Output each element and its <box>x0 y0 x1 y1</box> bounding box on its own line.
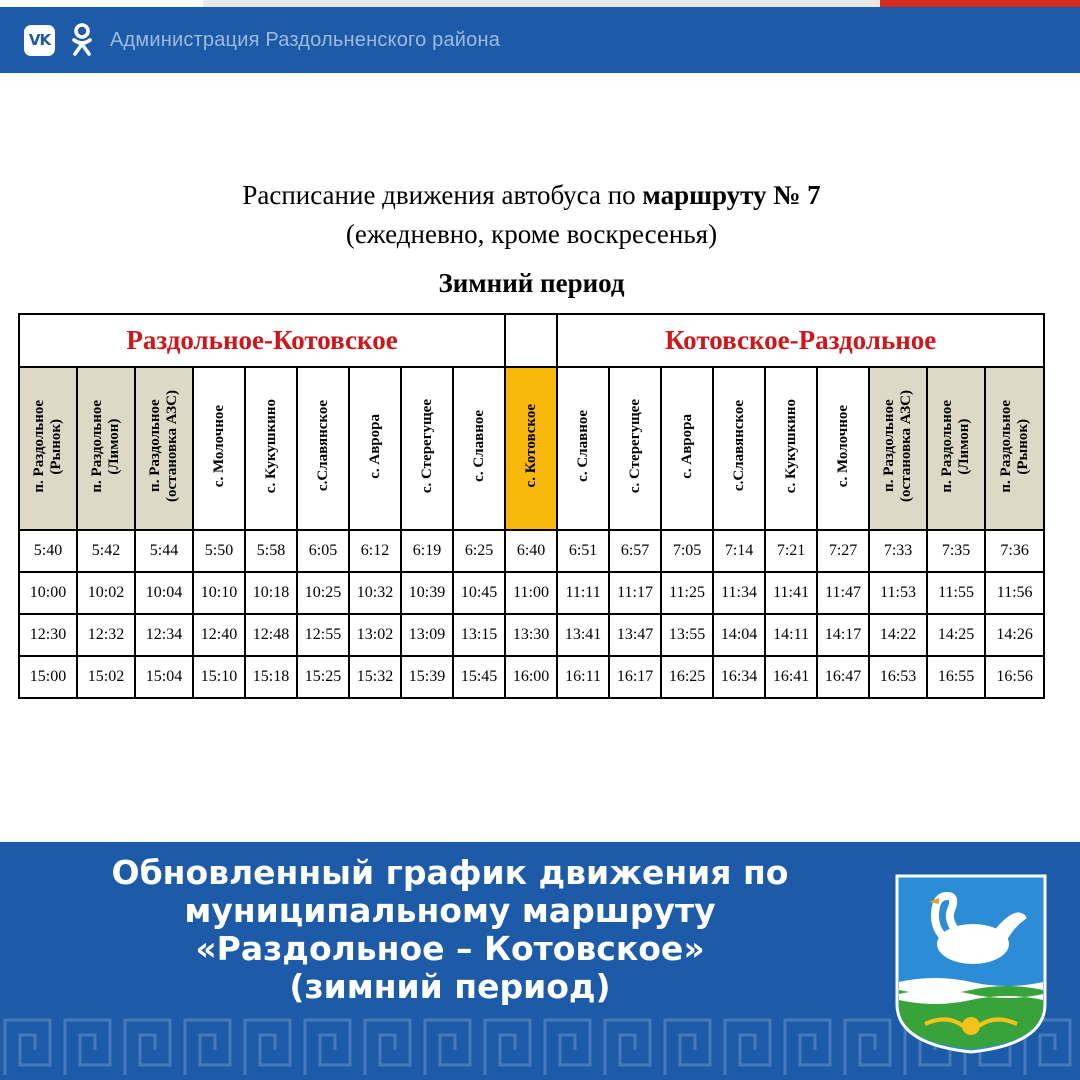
departure-time: 10:10 <box>193 572 245 614</box>
departure-time: 13:55 <box>661 614 713 656</box>
stop-name: с. Молочное <box>210 404 227 488</box>
departure-time: 6:12 <box>349 530 401 572</box>
top-header <box>0 7 1080 73</box>
banner-line-4: (зимний период) <box>289 967 611 1006</box>
departure-time: 15:32 <box>349 656 401 698</box>
departure-time: 10:00 <box>19 572 77 614</box>
odnoklassniki-icon[interactable] <box>71 23 93 57</box>
departure-time: 7:21 <box>765 530 817 572</box>
direction-gap <box>505 314 557 367</box>
stop-header <box>985 367 1044 530</box>
stop-name: с.Славянское <box>314 400 331 492</box>
departure-time: 7:36 <box>985 530 1044 572</box>
stop-header <box>297 367 349 530</box>
departure-time: 14:26 <box>985 614 1044 656</box>
vk-icon[interactable]: VK <box>24 25 55 56</box>
departure-time: 15:02 <box>77 656 135 698</box>
stop-header <box>19 367 77 530</box>
stop-name: с. Котовское <box>522 404 539 488</box>
departure-time: 11:17 <box>609 572 661 614</box>
departure-time: 16:41 <box>765 656 817 698</box>
organization-name: Администрация Раздольненского района <box>110 28 501 51</box>
departure-time: 15:18 <box>245 656 297 698</box>
departure-time: 14:22 <box>869 614 927 656</box>
stop-header <box>557 367 609 530</box>
departure-time: 5:44 <box>135 530 193 572</box>
schedule-subtitle: (ежедневно, кроме воскресенья) <box>345 219 718 249</box>
departure-time: 14:04 <box>713 614 765 656</box>
stop-name: с. Стерегущее <box>418 398 435 494</box>
departure-time: 13:15 <box>453 614 505 656</box>
departure-time: 11:47 <box>817 572 869 614</box>
departure-time: 6:19 <box>401 530 453 572</box>
stop-header <box>927 367 985 530</box>
stop-name: с. Славное <box>574 410 591 482</box>
stop-name: п. Раздольное (Рынок) <box>31 399 64 493</box>
stop-header-kotovskoe <box>505 367 557 530</box>
departure-time: 5:50 <box>193 530 245 572</box>
trip-row <box>19 656 1044 698</box>
direction-row <box>19 314 1044 367</box>
stop-name: п. Раздольное (Лимон) <box>89 399 122 493</box>
schedule-period: Зимний период <box>438 268 625 298</box>
departure-time: 6:51 <box>557 530 609 572</box>
departure-time: 11:11 <box>557 572 609 614</box>
stop-name: с. Молочное <box>834 404 851 488</box>
bottom-banner <box>0 842 1080 1080</box>
departure-time: 16:25 <box>661 656 713 698</box>
trip-row <box>19 572 1044 614</box>
stop-name: с. Кукушкино <box>782 398 799 494</box>
departure-time: 11:25 <box>661 572 713 614</box>
stops-row <box>19 367 1044 530</box>
stop-header <box>401 367 453 530</box>
departure-time: 10:04 <box>135 572 193 614</box>
stop-header <box>609 367 661 530</box>
trip-row <box>19 530 1044 572</box>
district-coat-of-arms <box>895 874 1047 1054</box>
stop-header <box>713 367 765 530</box>
stop-name: с. Кукушкино <box>262 398 279 494</box>
departure-time: 11:53 <box>869 572 927 614</box>
departure-time: 10:32 <box>349 572 401 614</box>
departure-time: 12:34 <box>135 614 193 656</box>
departure-time: 16:11 <box>557 656 609 698</box>
banner-line-2: муниципальному маршруту <box>184 891 716 930</box>
departure-time: 15:00 <box>19 656 77 698</box>
stop-name: с. Стерегущее <box>626 398 643 494</box>
stop-name: с. Славное <box>470 410 487 482</box>
departure-time: 10:25 <box>297 572 349 614</box>
stop-header <box>135 367 193 530</box>
departure-time: 12:40 <box>193 614 245 656</box>
departure-time: 16:55 <box>927 656 985 698</box>
departure-time: 15:45 <box>453 656 505 698</box>
departure-time: 7:14 <box>713 530 765 572</box>
departure-time: 16:17 <box>609 656 661 698</box>
stop-name: с.Славянское <box>730 400 747 492</box>
stop-name: п. Раздольное (Лимон) <box>939 399 973 493</box>
departure-time: 7:35 <box>927 530 985 572</box>
departure-time: 10:02 <box>77 572 135 614</box>
schedule-title <box>0 180 1063 211</box>
departure-time: 11:41 <box>765 572 817 614</box>
departure-time: 11:00 <box>505 572 557 614</box>
departure-time: 11:55 <box>927 572 985 614</box>
trip-row <box>19 614 1044 656</box>
route-number: маршруту № 7 <box>642 180 821 210</box>
departure-time: 14:11 <box>765 614 817 656</box>
departure-time: 6:25 <box>453 530 505 572</box>
departure-time: 16:34 <box>713 656 765 698</box>
stop-name: с. Аврора <box>678 413 695 479</box>
departure-time: 12:48 <box>245 614 297 656</box>
departure-time: 12:32 <box>77 614 135 656</box>
departure-time: 10:45 <box>453 572 505 614</box>
departure-time: 5:40 <box>19 530 77 572</box>
schedule-title-prefix: Расписание движения автобуса по <box>242 180 643 210</box>
stop-name: п. Раздольное (остановка АЗС) <box>147 390 180 502</box>
departure-time: 7:33 <box>869 530 927 572</box>
flag-stripe <box>0 0 1080 7</box>
departure-time: 7:05 <box>661 530 713 572</box>
departure-time: 6:40 <box>505 530 557 572</box>
departure-time: 14:17 <box>817 614 869 656</box>
departure-time: 7:27 <box>817 530 869 572</box>
stop-header <box>869 367 927 530</box>
stop-header <box>453 367 505 530</box>
stop-header <box>193 367 245 530</box>
departure-time: 13:47 <box>609 614 661 656</box>
stop-header <box>245 367 297 530</box>
stop-header <box>349 367 401 530</box>
departure-time: 10:39 <box>401 572 453 614</box>
stop-header <box>77 367 135 530</box>
departure-time: 14:25 <box>927 614 985 656</box>
departure-time: 6:57 <box>609 530 661 572</box>
departure-time: 11:34 <box>713 572 765 614</box>
stop-header <box>817 367 869 530</box>
departure-time: 5:58 <box>245 530 297 572</box>
stop-header <box>765 367 817 530</box>
departure-time: 16:47 <box>817 656 869 698</box>
departure-time: 15:10 <box>193 656 245 698</box>
banner-line-1: Обновленный график движения по <box>111 853 789 892</box>
departure-time: 16:00 <box>505 656 557 698</box>
departure-time: 15:04 <box>135 656 193 698</box>
departure-time: 11:56 <box>985 572 1044 614</box>
departure-time: 16:53 <box>869 656 927 698</box>
departure-time: 6:05 <box>297 530 349 572</box>
stop-header <box>661 367 713 530</box>
stop-name: п. Раздольное (Рынок) <box>997 399 1031 493</box>
departure-time: 15:39 <box>401 656 453 698</box>
stop-name: с. Аврора <box>366 413 383 479</box>
departure-time: 10:18 <box>245 572 297 614</box>
departure-time: 12:30 <box>19 614 77 656</box>
banner-line-3: «Раздольное – Котовское» <box>195 929 705 968</box>
schedule-table <box>18 313 1045 699</box>
departure-time: 5:42 <box>77 530 135 572</box>
departure-time: 13:02 <box>349 614 401 656</box>
departure-time: 12:55 <box>297 614 349 656</box>
direction-forward: Раздольное-Котовское <box>19 314 505 367</box>
departure-time: 16:56 <box>985 656 1044 698</box>
stop-name: п. Раздольное (остановка АЗС) <box>881 390 915 502</box>
departure-time: 13:09 <box>401 614 453 656</box>
banner-title <box>60 854 840 1006</box>
departure-time: 15:25 <box>297 656 349 698</box>
departure-time: 13:30 <box>505 614 557 656</box>
direction-return: Котовское-Раздольное <box>557 314 1044 367</box>
departure-time: 13:41 <box>557 614 609 656</box>
